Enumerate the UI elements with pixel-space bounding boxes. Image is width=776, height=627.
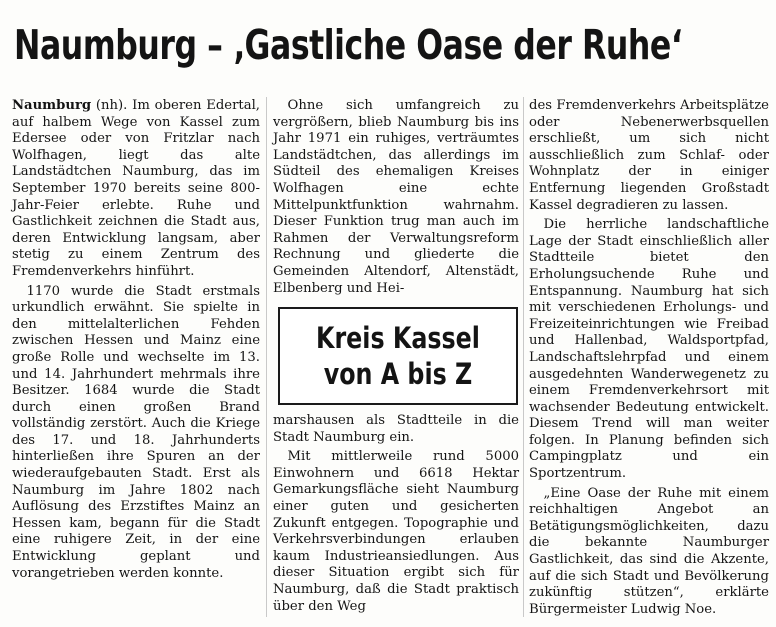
headline: Naumburg – ‚Gastliche Oase der Ruhe‘ xyxy=(14,21,683,69)
series-box-line-1: Kreis Kassel xyxy=(316,321,480,355)
series-box-line-2: von A bis Z xyxy=(323,357,473,391)
article-column-1 xyxy=(12,98,260,582)
article-column-3 xyxy=(529,98,769,618)
paragraph: Mit mittlerweile rund 5000 Einwohnern und 6618 Hektar Gemarkungsfläche sieht Naumburg einer guten und gesicherten Zukunft entgegen. Topographie und Verkehrsverbindungen erlauben kaum Industrieansiedlungen. Aus dieser Situation ergibt sich für Naumburg, daß die Stadt praktisch über den Weg xyxy=(273,449,519,614)
column-rule xyxy=(523,97,524,617)
column-rule xyxy=(266,97,267,617)
series-box xyxy=(278,307,518,405)
article-column-2-bottom xyxy=(273,413,519,615)
paragraph: Ohne sich umfangreich zu vergrößern, blieb Naumburg bis ins Jahr 1971 ein ruhiges, verträumtes Landstädtchen, das allerdings im Südteil des ehemaligen Kreises Wolfhagen eine echte Mittelpunktfunktion wahrnahm. Dieser Funktion trug man auch im Rahmen der Verwaltungsreform Rechnung und gliederte die Gemeinden Altendorf, Altenstädt, Elbenberg und Hei- xyxy=(273,98,519,296)
article-column-2-top xyxy=(273,98,519,297)
paragraph: des Fremdenverkehrs Arbeitsplätze oder Nebenerwerbsquellen erschließt, um sich nicht ausschließlich zum Schlaf- oder Wohnplatz der in einiger Entfernung liegenden Großstadt Kassel degradieren zu lassen. xyxy=(529,98,769,213)
paragraph: „Eine Oase der Ruhe mit einem reichhaltigen Angebot an Betätigungsmöglichkeiten, dazu die bekannte Naumburger Gastlichkeit, das sind die Akzente, auf die sich Stadt und Bevölkerung zukünftig stützen“, erklärte Bürgermeister Ludwig Noe. xyxy=(529,485,769,617)
paragraph xyxy=(12,98,260,281)
paragraph: Die herrliche landschaftliche Lage der Stadt einschließlich aller Stadtteile bietet den Erholungsuchende Ruhe und Entspannung. Naumburg hat sich mit verschiedenen Erholungs- und Freizeiteinrichtungen wie Freibad und Hallenbad, Waldsportpfad, Landschaftslehrpfad und einem ausgedehnten Wanderwegenetz zu einem Fremdenverkehrsort mit wachsender Bedeutung entwickelt. Diesem Trend will man weiter folgen. In Planung befinden sich Campingplatz und ein Sportzentrum. xyxy=(529,217,769,482)
paragraph: marshausen als Stadtteile in die Stadt Naumburg ein. xyxy=(273,413,519,445)
paragraph: 1170 wurde die Stadt erstmals urkundlich erwähnt. Sie spielte in den mittelalterlichen Fehden zwischen Hessen und Mainz eine große Rolle und wechselte im 13. und 14. Jahrhundert mehrmals ihre Besitzer. 1684 wurde die Stadt durch einen großen Brand vollständig zerstört. Auch die Kriege des 17. und 18. Jahrhunderts hinterließen ihre Spuren an der wiederaufgebauten Stadt. Erst als Naumburg im Jahre 1802 nach Auflösung des Erzstiftes Mainz an Hessen kam, begann für die Stadt eine ruhigere Zeit, in der eine Entwicklung geplant und vorangetrieben werden konnte. xyxy=(12,283,260,581)
paragraph-text: (nh). Im oberen Edertal, auf halbem Wege von Kassel zum Edersee oder von Fritzlar nach Wolfhagen, liegt das alte Landstädtchen Naumburg, das im September 1970 bereits seine 800-Jahr-Feier erlebte. Ruhe und Gastlichkeit zeichnen die Stadt aus, deren Entwicklung langsam, aber stetig zu einem Zentrum des Fremdenverkehrs hinführt. xyxy=(12,98,260,279)
dateline: Naumburg xyxy=(12,98,92,113)
